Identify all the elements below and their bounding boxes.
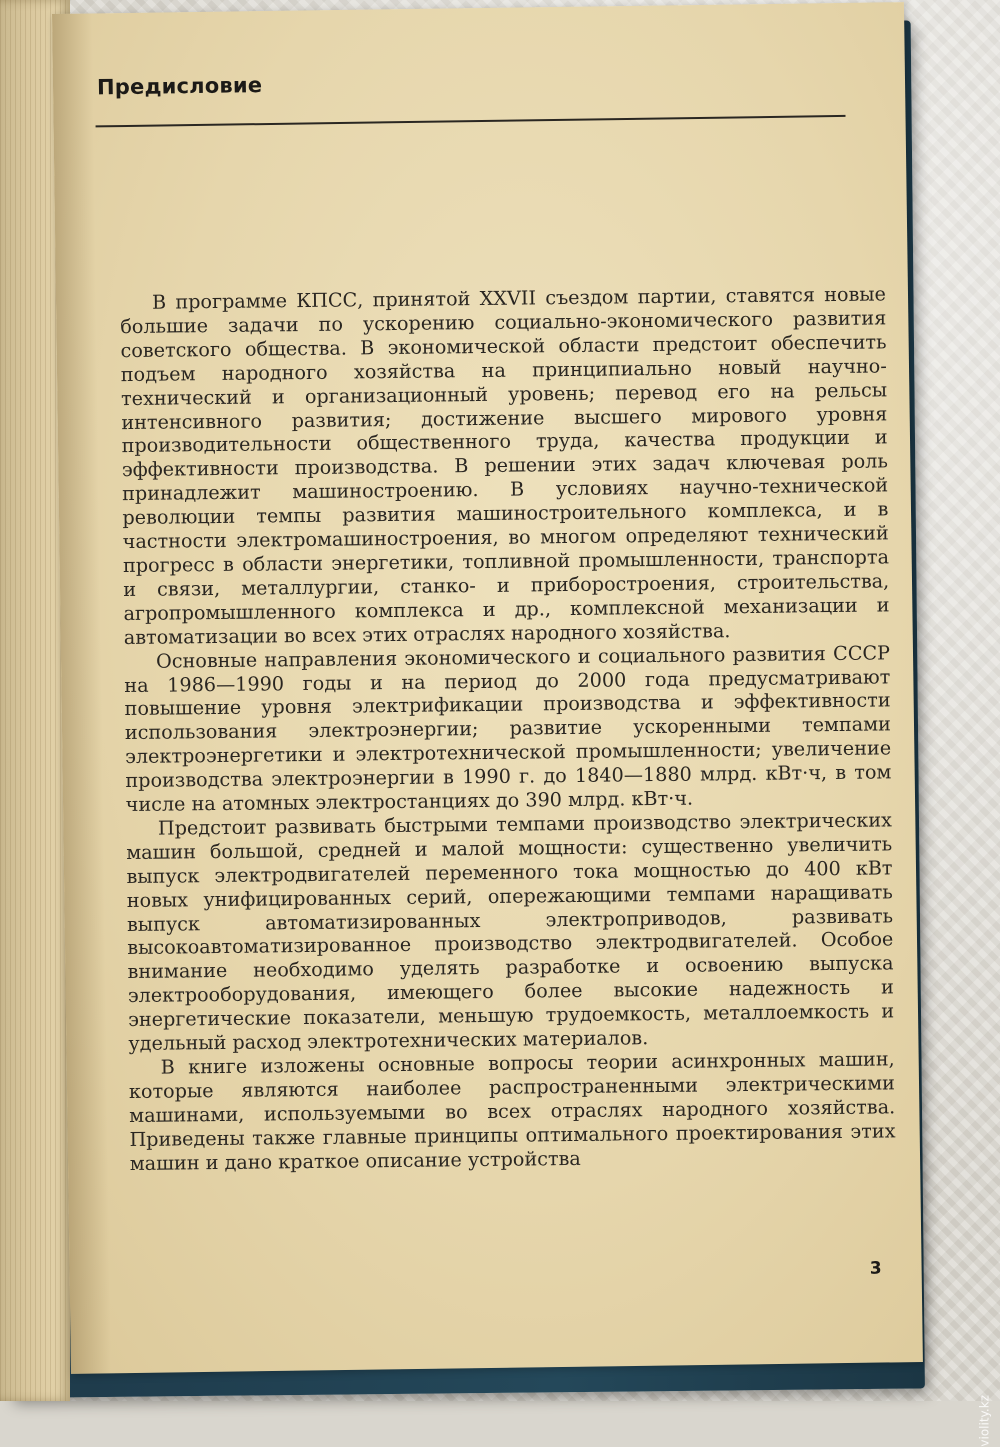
watermark: violity.kz — [978, 1395, 992, 1447]
paragraph-3: Предстоит развивать быстрыми темпами производство электрических машин большой, средней и малой мощности: существенно увеличить выпуск электродвигателей переменного тока мощностью до 400 кВт новых унифицированных серий, опережающими темпами наращивать выпуск автоматизированных электроприводов, развивать высокоавтоматизированное производство электродвигателей. Особое внимание необходимо уделять разработке и освоению выпуска электрооборудования, имеющего более высокие надежность и энергетические показатели, меньшую трудоемкость, металлоемкость и удельный расход электротехнических материалов. — [126, 808, 895, 1056]
paragraph-2: Основные направления экономического и социального развития СССР на 1986—1990 годы и на период до 2000 года предусматривают повышение уровня электрификации производства и эффективности использования электроэнергии; развитие ускоренными темпами электроэнергетики и электротехнической промышленности; увеличение производства электроэнергии в 1990 г. до 1840—1880 млрд. кВт·ч, в том числе на атомных электростанциях до 390 млрд. кВт·ч. — [124, 640, 892, 817]
book-page — [52, 2, 923, 1374]
page-heading: Предисловие — [96, 73, 263, 100]
paragraph-1: В программе КПСС, принятой XXVII съездом партии, ставятся новые большие задачи по ускорению социально-экономического развития советского общества. В экономической области предстоит обеспечить подъем народного хозяйства на принципиально новый научно-технический и организационный уровень; перевод его на рельсы интенсивного развития; достижение высшего мирового уровня производительности общественного труда, качества продукции и эффективности производства. В решении этих задач ключевая роль принадлежит машиностроению. В условиях научно-технической революции темпы развития машиностроительного комплекса, и в частности электромашиностроения, во многом определяют технический прогресс в области энергетики, топливной промышленности, транспорта и связи, металлургии, станко- и приборостроения, строительства, агропромышленного комплекса и др., комплексной механизации и автоматизации во всех этих отраслях народного хозяйства. — [120, 282, 890, 649]
paragraph-4: В книге изложены основные вопросы теории асинхронных машин, которые являются наиболее распространенными электрическими машинами, используемыми во всех отраслях народного хозяйства. Приведены также главные принципы оптимального проектирования этих машин и дано краткое описание устройства — [128, 1047, 896, 1175]
heading-divider — [96, 115, 846, 127]
page-number: 3 — [869, 1258, 882, 1279]
page-body-text — [120, 282, 896, 1175]
